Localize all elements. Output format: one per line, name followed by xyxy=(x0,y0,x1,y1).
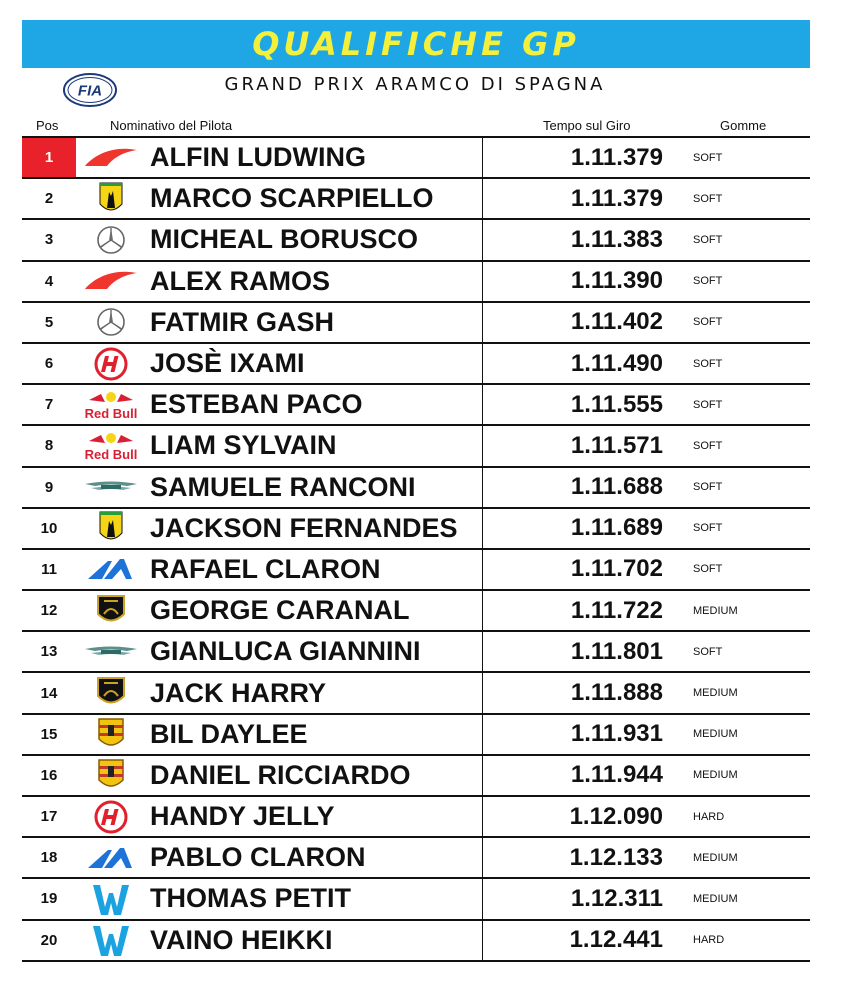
lap-time: 1.12.441 xyxy=(483,920,692,961)
table-row xyxy=(22,302,810,343)
svg-text:Red Bull: Red Bull xyxy=(84,446,138,462)
mclaren-logo-icon xyxy=(76,261,146,302)
table-row xyxy=(22,549,810,590)
lap-time: 1.11.379 xyxy=(483,137,692,178)
table-row xyxy=(22,508,810,549)
driver-name: HANDY JELLY xyxy=(146,796,483,837)
lap-time: 1.11.702 xyxy=(483,549,692,590)
lap-time: 1.11.402 xyxy=(483,302,692,343)
ferrari-logo-icon xyxy=(76,178,146,219)
lap-time: 1.12.133 xyxy=(483,837,692,878)
driver-name: JOSÈ IXAMI xyxy=(146,343,483,384)
position: 4 xyxy=(22,261,76,302)
mclaren-logo-icon xyxy=(76,137,146,178)
page-subtitle: GRAND PRIX ARAMCO DI SPAGNA xyxy=(224,74,606,95)
fia-logo-text: FIA xyxy=(77,82,103,100)
table-row xyxy=(22,384,810,425)
table-row xyxy=(22,631,810,672)
position: 18 xyxy=(22,837,76,878)
tyre-compound: SOFT xyxy=(691,425,810,466)
haas-logo-icon xyxy=(76,343,146,384)
lap-time: 1.11.379 xyxy=(483,178,692,219)
col-header-tyres: Gomme xyxy=(720,118,767,133)
table-row xyxy=(22,714,810,755)
williams-logo-icon xyxy=(76,878,146,919)
tyre-compound: MEDIUM xyxy=(691,755,810,796)
table-row xyxy=(22,878,810,919)
astonmartin-logo-icon xyxy=(76,631,146,672)
driver-name: RAFAEL CLARON xyxy=(146,549,483,590)
tyre-compound: SOFT xyxy=(691,343,810,384)
tyre-compound: SOFT xyxy=(691,549,810,590)
driver-name: GEORGE CARANAL xyxy=(146,590,483,631)
lap-time: 1.11.555 xyxy=(483,384,692,425)
redbull-logo-icon xyxy=(76,384,146,425)
table-row xyxy=(22,837,810,878)
tyre-compound: SOFT xyxy=(691,178,810,219)
results-table xyxy=(22,136,810,962)
table-row xyxy=(22,920,810,961)
position: 20 xyxy=(22,920,76,961)
driver-name: JACKSON FERNANDES xyxy=(146,508,483,549)
table-row xyxy=(22,343,810,384)
driver-name: VAINO HEIKKI xyxy=(146,920,483,961)
mercedes-logo-icon xyxy=(76,219,146,260)
table-row xyxy=(22,137,810,178)
col-header-driver: Nominativo del Pilota xyxy=(110,118,233,133)
position: 8 xyxy=(22,425,76,466)
driver-name: JACK HARRY xyxy=(146,672,483,713)
position: 2 xyxy=(22,178,76,219)
tyre-compound: MEDIUM xyxy=(691,672,810,713)
tyre-compound: HARD xyxy=(691,920,810,961)
title-banner xyxy=(22,20,810,68)
lap-time: 1.11.801 xyxy=(483,631,692,672)
table-row xyxy=(22,672,810,713)
driver-name: ALEX RAMOS xyxy=(146,261,483,302)
page-title: QUALIFICHE GP xyxy=(252,25,580,63)
table-row xyxy=(22,796,810,837)
lamborghini-logo-icon xyxy=(76,672,146,713)
redbull-logo-icon xyxy=(76,425,146,466)
lap-time: 1.11.383 xyxy=(483,219,692,260)
tyre-compound: MEDIUM xyxy=(691,837,810,878)
tyre-compound: SOFT xyxy=(691,261,810,302)
table-row xyxy=(22,425,810,466)
position: 1 xyxy=(22,137,76,178)
tyre-compound: MEDIUM xyxy=(691,590,810,631)
tyre-compound: MEDIUM xyxy=(691,714,810,755)
tyre-compound: SOFT xyxy=(691,137,810,178)
fia-logo xyxy=(62,72,118,108)
driver-name: ESTEBAN PACO xyxy=(146,384,483,425)
lap-time: 1.11.571 xyxy=(483,425,692,466)
col-header-pos: Pos xyxy=(36,118,59,133)
tyre-compound: SOFT xyxy=(691,508,810,549)
alpine-logo-icon xyxy=(76,549,146,590)
lap-time: 1.11.888 xyxy=(483,672,692,713)
svg-text:Red Bull: Red Bull xyxy=(84,405,138,421)
position: 12 xyxy=(22,590,76,631)
tyre-compound: SOFT xyxy=(691,631,810,672)
position: 13 xyxy=(22,631,76,672)
mercedes-logo-icon xyxy=(76,302,146,343)
position: 15 xyxy=(22,714,76,755)
tyre-compound: MEDIUM xyxy=(691,878,810,919)
porsche-logo-icon xyxy=(76,714,146,755)
astonmartin-logo-icon xyxy=(76,467,146,508)
driver-name: LIAM SYLVAIN xyxy=(146,425,483,466)
position: 10 xyxy=(22,508,76,549)
position: 7 xyxy=(22,384,76,425)
table-row xyxy=(22,755,810,796)
position: 6 xyxy=(22,343,76,384)
table-row xyxy=(22,219,810,260)
position: 17 xyxy=(22,796,76,837)
position: 11 xyxy=(22,549,76,590)
lap-time: 1.12.090 xyxy=(483,796,692,837)
alpine-logo-icon xyxy=(76,837,146,878)
position: 9 xyxy=(22,467,76,508)
lamborghini-logo-icon xyxy=(76,590,146,631)
lap-time: 1.12.311 xyxy=(483,878,692,919)
tyre-compound: SOFT xyxy=(691,467,810,508)
col-header-time: Tempo sul Giro xyxy=(543,118,631,133)
tyre-compound: SOFT xyxy=(691,302,810,343)
table-row xyxy=(22,178,810,219)
williams-logo-icon xyxy=(76,920,146,961)
lap-time: 1.11.931 xyxy=(483,714,692,755)
table-row xyxy=(22,590,810,631)
driver-name: FATMIR GASH xyxy=(146,302,483,343)
lap-time: 1.11.490 xyxy=(483,343,692,384)
driver-name: ALFIN LUDWING xyxy=(146,137,483,178)
lap-time: 1.11.722 xyxy=(483,590,692,631)
lap-time: 1.11.688 xyxy=(483,467,692,508)
position: 3 xyxy=(22,219,76,260)
position: 16 xyxy=(22,755,76,796)
tyre-compound: SOFT xyxy=(691,219,810,260)
driver-name: BIL DAYLEE xyxy=(146,714,483,755)
lap-time: 1.11.390 xyxy=(483,261,692,302)
driver-name: MICHEAL BORUSCO xyxy=(146,219,483,260)
position: 5 xyxy=(22,302,76,343)
table-row xyxy=(22,467,810,508)
driver-name: GIANLUCA GIANNINI xyxy=(146,631,483,672)
lap-time: 1.11.689 xyxy=(483,508,692,549)
driver-name: PABLO CLARON xyxy=(146,837,483,878)
ferrari-logo-icon xyxy=(76,508,146,549)
table-row xyxy=(22,261,810,302)
lap-time: 1.11.944 xyxy=(483,755,692,796)
tyre-compound: SOFT xyxy=(691,384,810,425)
haas-logo-icon xyxy=(76,796,146,837)
position: 19 xyxy=(22,878,76,919)
driver-name: DANIEL RICCIARDO xyxy=(146,755,483,796)
driver-name: MARCO SCARPIELLO xyxy=(146,178,483,219)
tyre-compound: HARD xyxy=(691,796,810,837)
driver-name: SAMUELE RANCONI xyxy=(146,467,483,508)
porsche-logo-icon xyxy=(76,755,146,796)
position: 14 xyxy=(22,672,76,713)
driver-name: THOMAS PETIT xyxy=(146,878,483,919)
